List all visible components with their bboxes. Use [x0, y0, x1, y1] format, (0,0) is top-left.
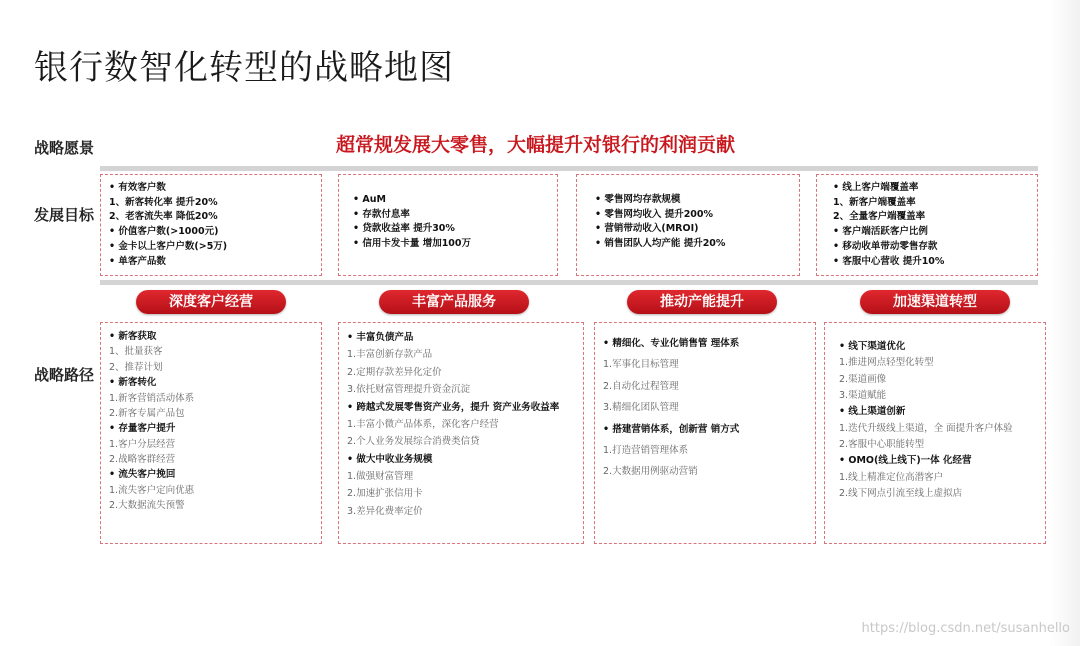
path-box-capacity: [594, 322, 816, 544]
path-items: [603, 329, 807, 483]
list-item: 1.军事化目标管理: [603, 359, 679, 371]
list-item: 2.战略客群经营: [109, 454, 176, 465]
list-item-heading: • 有效客户数: [109, 181, 313, 196]
list-item: 2.线下网点引流至线上虚拟店: [839, 487, 963, 499]
goal-box-product: [338, 174, 558, 276]
pill-customer-operation: 深度客户经营: [136, 290, 286, 314]
list-item-heading: 2、老客流失率 降低20%: [109, 211, 218, 223]
list-item: 2.客服中心职能转型: [839, 438, 925, 450]
path-box-channel: [824, 322, 1046, 544]
goal-items: [825, 181, 1029, 269]
list-item: 1、批量获客: [109, 346, 163, 358]
list-item-heading: • 线上渠道创新: [839, 404, 1037, 420]
list-item-heading: • 价值客户数(>1000元): [109, 225, 313, 240]
label-goals: 发展目标: [34, 206, 95, 224]
list-item: 2、推荐计划: [109, 361, 163, 373]
list-item-heading: • 丰富负债产品: [347, 329, 575, 346]
pill-product-service: 丰富产品服务: [379, 290, 529, 314]
divider-top: [100, 166, 1038, 171]
goal-box-capacity: [576, 174, 800, 276]
list-item-heading: • 流失客户挽回: [109, 467, 313, 482]
list-item-heading: • 客服中心营收 提升10%: [833, 255, 1029, 270]
list-item: 1.线上精准定位高潜客户: [839, 471, 944, 483]
path-box-customer: [100, 322, 322, 544]
goal-items: [109, 181, 313, 269]
goal-items: [347, 181, 549, 252]
right-edge-shade: [1050, 0, 1080, 646]
list-item: 3.差异化费率定价: [347, 505, 423, 517]
list-item-heading: • OMO(线上线下)一体 化经营: [839, 453, 1037, 469]
list-item: 3.依托财富管理提升资金沉淀: [347, 384, 471, 396]
list-item: 3.精细化团队管理: [603, 402, 679, 414]
list-item-heading: • 零售网均存款规模: [595, 193, 791, 208]
list-item: 2.个人业务发展综合消费类信贷: [347, 436, 480, 448]
list-item: 3.渠道赋能: [839, 389, 887, 401]
list-item: 2.自动化过程管理: [603, 380, 679, 392]
pill-capacity-improvement: 推动产能提升: [627, 290, 777, 314]
list-item: 1.客户分层经营: [109, 438, 176, 450]
path-items: [347, 329, 575, 520]
path-box-product: [338, 322, 584, 544]
list-item-heading: • 信用卡发卡量 增加100万: [353, 237, 549, 252]
list-item-heading: • 销售团队人均产能 提升20%: [595, 237, 791, 252]
list-item-heading: • 存量客户提升: [109, 421, 313, 436]
list-item-heading: • 营销带动收入(MROI): [595, 222, 791, 237]
list-item-heading: • 贷款收益率 提升30%: [353, 222, 549, 237]
list-item-heading: • 金卡以上客户户数(>5万): [109, 240, 313, 255]
goal-box-customer: [100, 174, 322, 276]
list-item: 1.丰富小微产品体系，深化客户经营: [347, 418, 499, 430]
list-item-heading: 1、新客转化率 提升20%: [109, 196, 218, 208]
list-item-heading: • 新客转化: [109, 375, 313, 390]
list-item: 2.大数据流失预警: [109, 500, 185, 512]
path-items: [109, 329, 313, 514]
list-item-heading: • 做大中收业务规模: [347, 451, 575, 468]
goal-items: [585, 181, 791, 252]
page-title: 银行数智化转型的战略地图: [34, 48, 454, 88]
list-item-heading: • 搭建营销体系，创新营 销方式: [603, 419, 807, 440]
list-item-heading: 1、新客户端覆盖率: [833, 196, 916, 208]
list-item: 1.新客营销活动体系: [109, 392, 195, 404]
list-item-heading: • AuM: [353, 193, 549, 208]
list-item-heading: • 零售网均收入 提升200%: [595, 208, 791, 223]
list-item-heading: • 线下渠道优化: [839, 339, 1037, 355]
goal-box-channel: [816, 174, 1038, 276]
path-items: [833, 329, 1037, 502]
list-item: 1.打造营销管理体系: [603, 444, 689, 456]
divider-middle: [100, 280, 1038, 285]
list-item: 1.推进网点轻型化转型: [839, 357, 934, 369]
list-item-heading: • 单客产品数: [109, 255, 313, 270]
list-item-heading: • 存款付息率: [353, 208, 549, 223]
list-item: 2.新客专属产品包: [109, 407, 185, 419]
list-item: 2.定期存款差异化定价: [347, 366, 442, 378]
label-vision: 战略愿景: [34, 139, 95, 157]
list-item-heading: • 移动收单带动零售存款: [833, 240, 1029, 255]
pill-channel-transformation: 加速渠道转型: [860, 290, 1010, 314]
label-paths: 战略路径: [34, 366, 95, 384]
list-item: 1.丰富创新存款产品: [347, 349, 433, 361]
vision-statement: 超常规发展大零售，大幅提升对银行的利润贡献: [336, 134, 736, 156]
list-item: 2.大数据用例驱动营销: [603, 466, 698, 478]
list-item: 1.迭代升级线上渠道，全 面提升客户体验: [839, 422, 1013, 434]
list-item: 2.渠道画像: [839, 373, 887, 385]
list-item-heading: • 客户端活跃客户比例: [833, 225, 1029, 240]
list-item: 1.做强财富管理: [347, 471, 414, 482]
list-item-heading: • 线上客户端覆盖率: [833, 181, 1029, 196]
list-item: 2.加速扩张信用卡: [347, 488, 423, 500]
list-item-heading: 2、全量客户端覆盖率: [833, 211, 926, 223]
list-item-heading: • 精细化、专业化销售管 理体系: [603, 333, 807, 354]
list-item-heading: • 跨越式发展零售资产业务，提升 资产业务收益率: [347, 399, 575, 416]
watermark: https://blog.csdn.net/susanhello: [861, 621, 1070, 636]
list-item-heading: • 新客获取: [109, 329, 313, 344]
list-item: 1.流失客户定向优惠: [109, 484, 195, 496]
